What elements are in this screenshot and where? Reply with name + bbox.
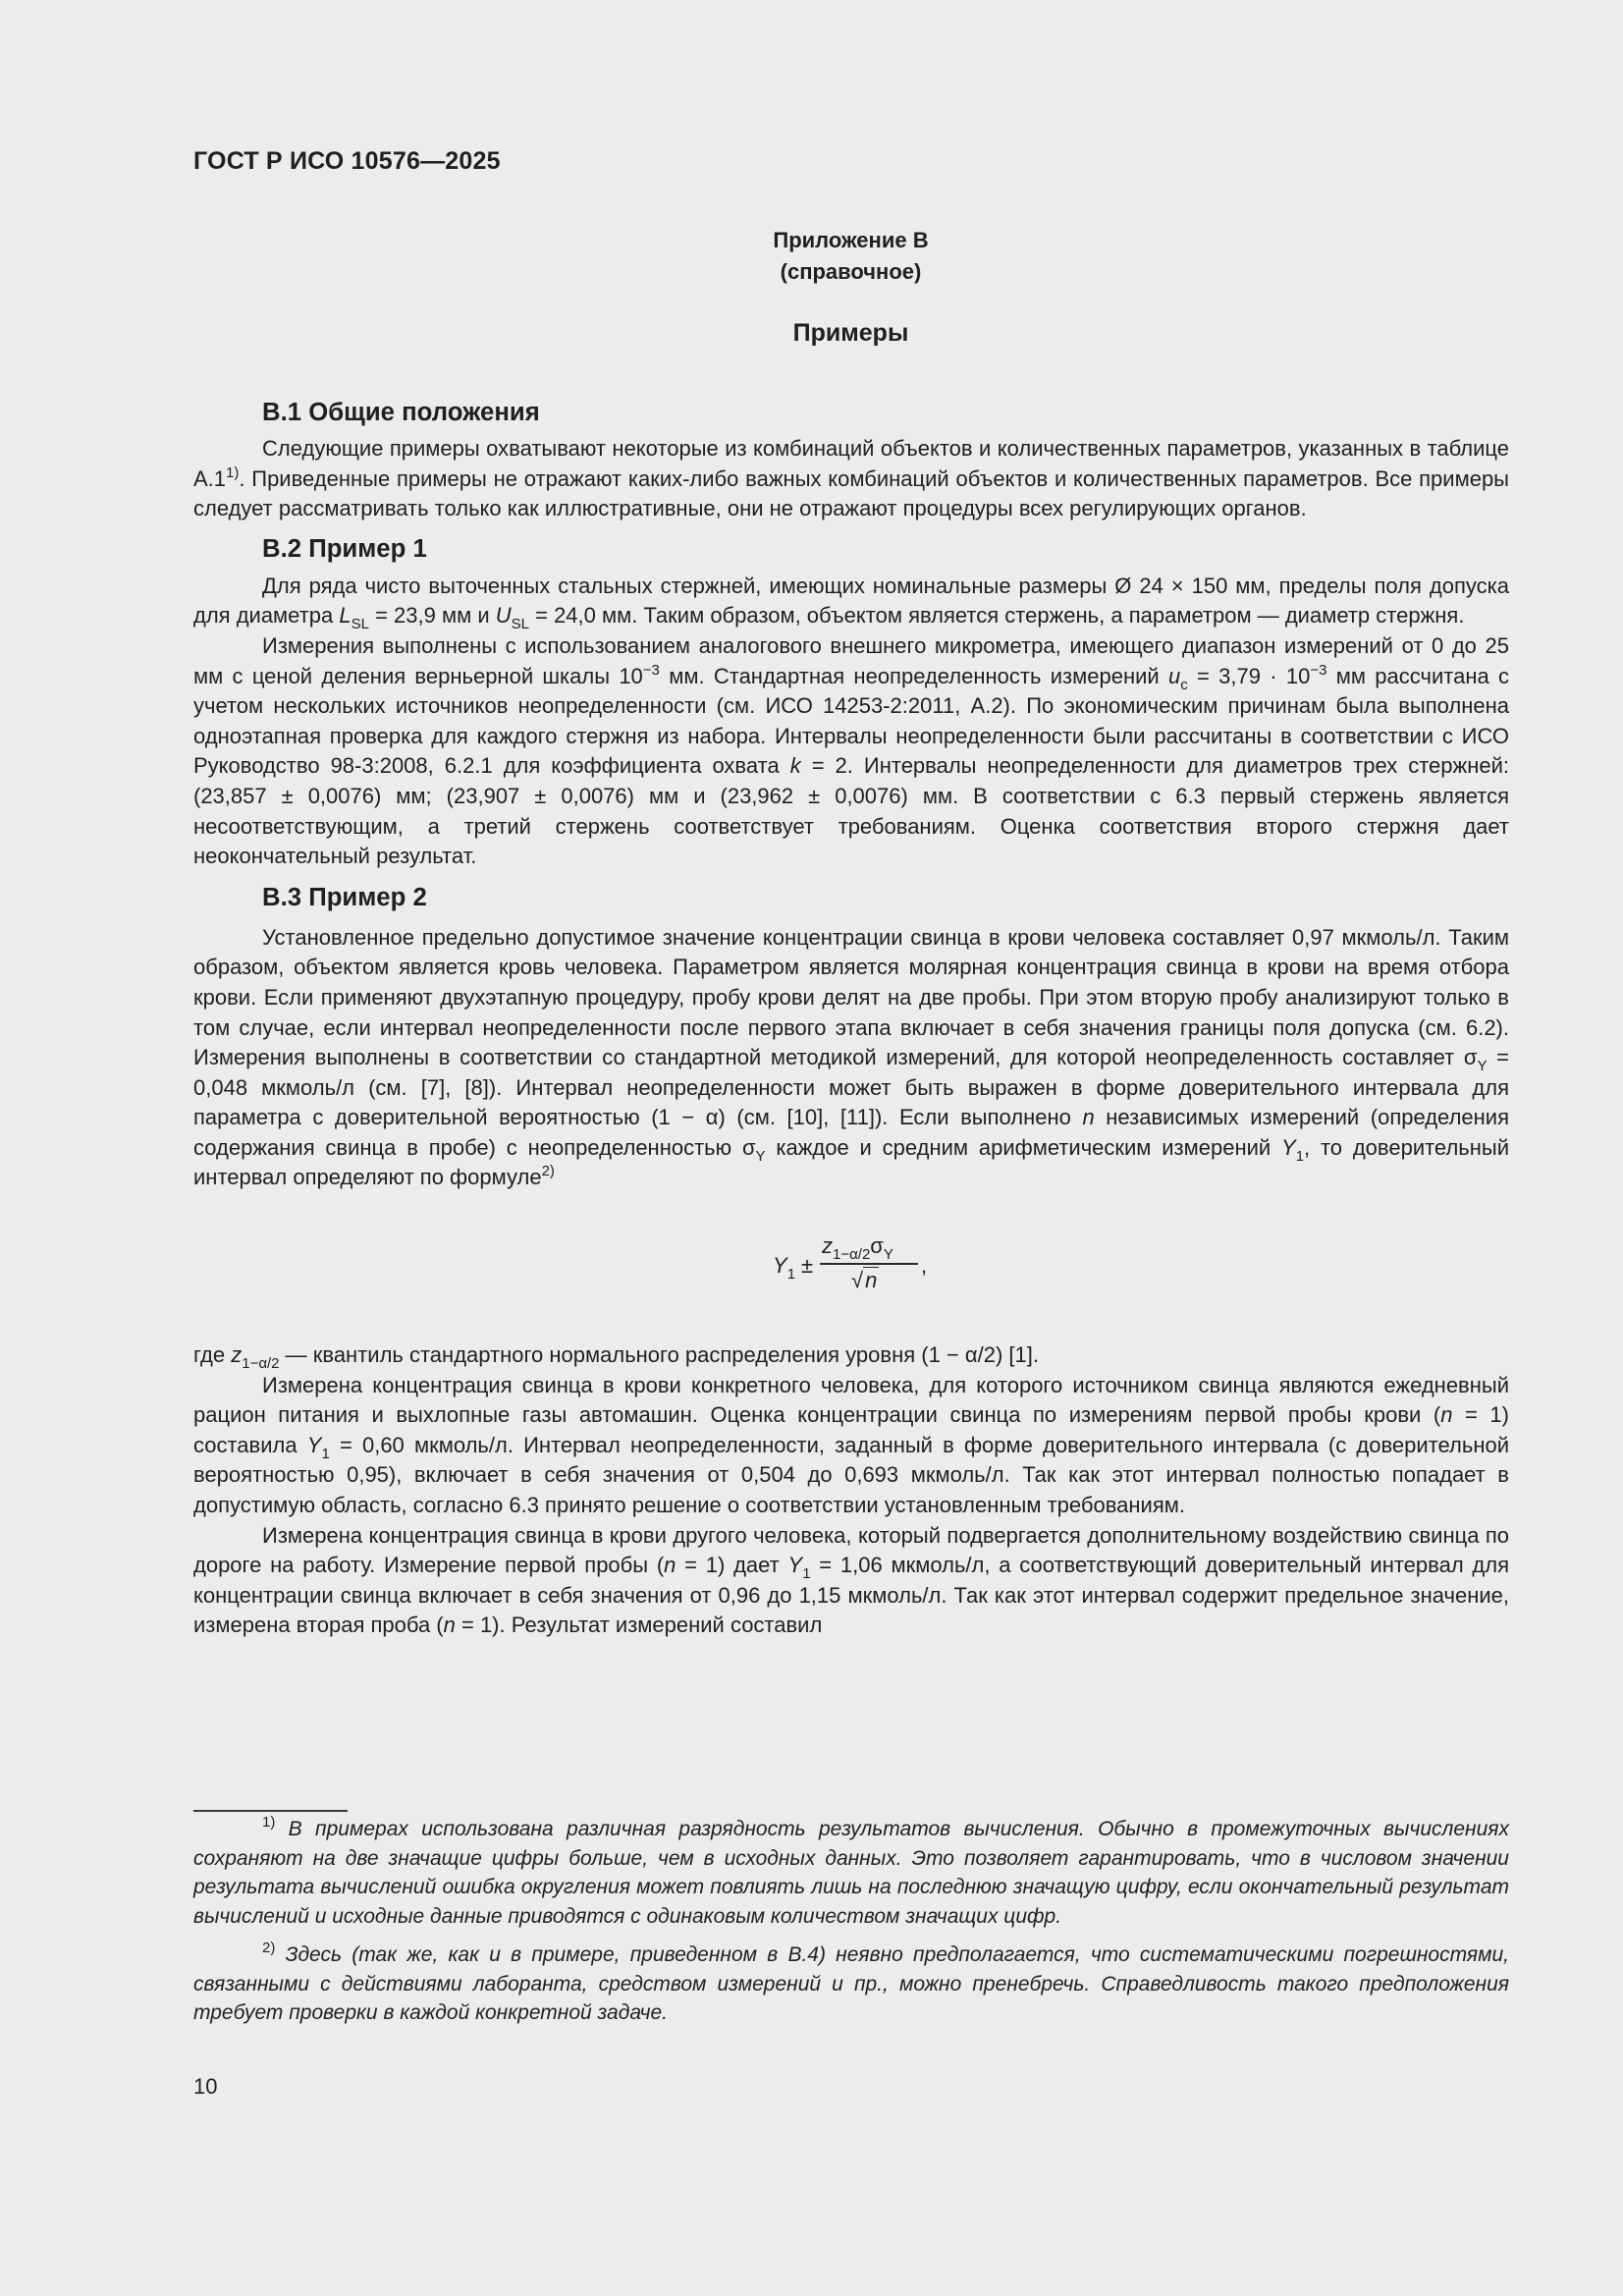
footnotes: [193, 1815, 1509, 2028]
formula-explanation: где $z_{1-\alpha/2}$ — квантиль стандартного нормального распределения уровня (1 − α/2) [1].: [193, 1342, 1039, 1373]
fraction-bar: [820, 1263, 918, 1265]
paragraph-b2-1: Для ряда чисто выточенных стальных стержней, имеющих номинальные размеры Ø 24 × 150 мм, пределы поля допуска для диаметра $L_{SL} = 23,9$ мм и $U_{SL} = 24,0$ мм. Таким образом, объектом является стержень, а параметром — диаметр стержня.: [193, 573, 1509, 633]
footnote-divider: [193, 1810, 348, 1812]
annex-status: (справочное): [780, 259, 922, 284]
footnote-ref-1: 1): [226, 464, 240, 481]
formula-plus-minus: ±: [801, 1253, 814, 1279]
footnote-ref-2: 2): [541, 1163, 555, 1180]
confidence-interval-formula: $Y_1$ ± $z_{1-\alpha/2}\sigma_Y$ √n ,: [193, 1193, 1509, 1340]
section-title-b1: В.1 Общие положения: [262, 399, 540, 426]
section-title-b2: В.2 Пример 1: [262, 534, 427, 563]
paragraph-b3-3: Измерена концентрация свинца в крови другого человека, который подвергается дополнительному воздействию свинца по дороге на работу. Измерение первой пробы (n = 1) дает $Y_1 = 1,06$ мкмоль/л, а соответствующий доверительный интервал для концентрации свинца включает в себя значения от 0,96 до 1,15 мкмоль/л. Так как этот интервал содержит предельное значение, измерена вторая проба (n = 1). Результат измерений составил: [193, 1522, 1510, 1638]
standard-header: ГОСТ Р ИСО 10576—2025: [193, 147, 501, 175]
page-number: 10: [193, 2074, 218, 2099]
section-title-b3: В.3 Пример 2: [262, 883, 427, 911]
footnote-2: $^{2)}$ Здесь (так же, как и в примере, приведенном в В.4) неявно предполагается, что систематическими погрешностями, связанными с действиями лаборанта, средством измерений и пр., можно пренебречь. Справедливость такого предположения требует проверки в каждой конкретной задаче.: [193, 1940, 1509, 2024]
paragraph-b3-1: Установленное предельно допустимое значение концентрации свинца в крови человека составляет 0,97 мкмоль/л. Таким образом, объектом является кровь человека. Параметром является молярная концентрация свинца в крови на время отбора крови. Если применяют двухэтапную процедуру, пробу крови делят на две пробы. При этом вторую пробу анализируют только в том случае, если интервал неопределенности после первого этапа включает в себя значения границы поля допуска (см. 6.2). Измерения выполнены в соответствии со стандартной методикой измерений, для которой неопределенность составляет $\sigma_Y = 0,048$ мкмоль/л (см. [7], [8]). Интервал неопределенности может быть выражен в форме доверительного интервала для параметра с доверительной вероятностью (1 − α) (см. [10], [11]). Если выполнено n независимых измерений (определения содержания свинца в пробе) с неопределенностью $\sigma_Y$ каждое и средним арифметическим измерений $Y_1$, то доверительный интервал определяют по формуле$^{2)}$: [193, 924, 1509, 1190]
annex-title: Приложение В: [773, 228, 929, 252]
footnote-1: $^{1)}$ В примерах использована различная разрядность результатов вычисления. Обычно в промежуточных вычислениях сохраняют на две значащие цифры больше, чем в исходных данных. Это позволяет гарантировать, что в числовом значении результата вычислений ошибка округления может повлиять лишь на последнюю значащую цифру, если окончательный результат вычислений и исходные данные приводятся с одинаковым количеством значащих цифр.: [193, 1814, 1509, 1928]
formula-denominator: √n: [851, 1268, 878, 1293]
paragraph-b2-2: Измерения выполнены с использованием аналогового внешнего микрометра, имеющего диапазон измерений от 0 до 25 мм с ценой деления верньерной шкалы $10^{-3}$ мм. Стандартная неопределенность измерений $u_c = 3,79 \cdot 10^{-3}$ мм рассчитана с учетом нескольких источников неопределенности (см. ИСО 14253-2:2011, А.2). По экономическим причинам была выполнена одноэтапная проверка для каждого стержня из набора. Интервалы неопределенности были рассчитаны в соответствии с ИСО Руководство 98-3:2008, 6.2.1 для коэффициента охвата k = 2. Интервалы неопределенности для диаметров трех стержней: (23,857 ± 0,0076) мм; (23,907 ± 0,0076) мм и (23,962 ± 0,0076) мм. В соответствии с 6.3 первый стержень является несоответствующим, а третий стержень соответствует требованиям. Оценка соответствия второго стержня дает неокончательный результат.: [193, 632, 1510, 869]
paragraph-b1-1: Следующие примеры охватывают некоторые из комбинаций объектов и количественных параметров, указанных в таблице А.1$^{1)}$. Приведенные примеры не отражают каких-либо важных комбинаций объектов и количественных параметров. Все примеры следует рассматривать только как иллюстративные, они не отражают процедуры всех регулирующих органов.: [193, 436, 1509, 521]
annex-heading: Примеры: [792, 319, 909, 347]
formula-lhs: $Y_1$: [773, 1253, 796, 1284]
main-content: [193, 397, 1509, 1641]
paragraph-b3-2: Измерена концентрация свинца в крови конкретного человека, для которого источником свинца являются ежедневный рацион питания и выхлопные газы автомашин. Оценка концентрации свинца по измерениям первой пробы крови (n = 1) составила $Y_1 = 0,60$ мкмоль/л. Интервал неопределенности, заданный в форме доверительного интервала (с доверительной вероятностью 0,95), включает в себя значения от 0,504 до 0,693 мкмоль/л. Так как этот интервал полностью попадает в допустимую область, согласно 6.3 принято решение о соответствии установленным требованиям.: [193, 1372, 1509, 1518]
formula-numerator: $z_{1-\alpha/2}\sigma_Y$: [822, 1233, 893, 1264]
